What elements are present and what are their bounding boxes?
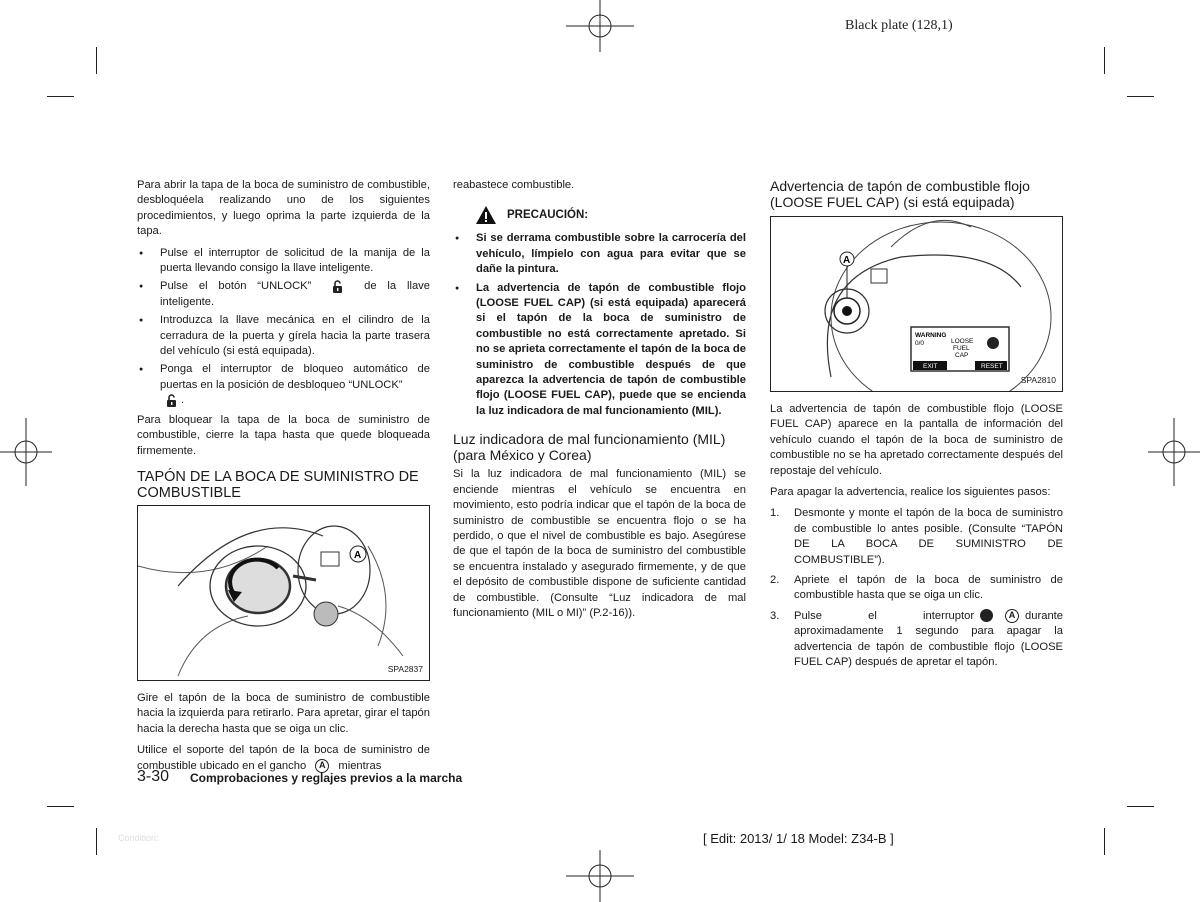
black-plate-label: Black plate (128,1)	[845, 18, 953, 33]
loose-cap-title: Advertencia de tapón de combustible flojo (LOOSE FUEL CAP) (si está equipada)	[770, 178, 1030, 210]
step-number: 1.	[770, 507, 780, 520]
caution-title: PRECAUCIÓN:	[507, 208, 589, 221]
display-fuel: FUEL	[953, 345, 970, 352]
intro-paragraph: Para abrir la tapa de la boca de suministro de combustible, desbloquéela realizando uno de los siguientes procedimientos, y luego oprima la parte izquierda de la tapa.	[137, 179, 430, 238]
unlock-text-b: de la llave inteligente.	[160, 280, 430, 308]
unlock-methods-list	[137, 246, 430, 409]
column-1	[137, 178, 430, 780]
display-odo: 0/0	[915, 340, 925, 347]
crop-mark	[1104, 828, 1105, 855]
step3-text-b: durante aproximadamente 1 segundo para apagar la advertencia de tapón de combustible flojo (LOOSE FUEL CAP) después de apretar el tapón.	[794, 609, 1063, 669]
list-item	[770, 506, 1063, 568]
display-exit: EXIT	[923, 363, 938, 370]
auto-lock-end: .	[181, 394, 185, 407]
unlock-text-a: Pulse el botón “UNLOCK”	[160, 280, 312, 293]
mil-title: Luz indicadora de mal funcionamiento (MIL) (para México y Corea)	[453, 431, 726, 464]
figure-code: SPA2810	[1020, 374, 1056, 385]
holder-text-a: Utilice el soporte del tapón de la boca de suministro de combustible ubicado en el gancho	[137, 744, 430, 772]
list-item: ● Si se derrama combustible sobre la carrocería del vehículo, límpielo con agua para evitar que se dañe la pintura.	[453, 231, 746, 277]
crop-mark	[47, 96, 74, 97]
steps-list	[770, 506, 1063, 670]
registration-mark-left	[0, 418, 52, 486]
column-2	[453, 178, 746, 627]
column-3	[770, 178, 1063, 676]
auto-lock-text: Ponga el interruptor de bloqueo automático de puertas en la posición de desbloqueo “UNLOCK”	[160, 363, 430, 391]
crop-mark	[1104, 47, 1105, 74]
list-item	[770, 573, 1063, 604]
condition-label: Condition:	[118, 833, 159, 843]
unlock-icon	[166, 394, 177, 407]
list-item	[137, 279, 430, 310]
label-a-circle: A	[315, 759, 329, 773]
steps-intro: Para apagar la advertencia, realice los siguientes pasos:	[770, 486, 1051, 499]
list-item	[770, 609, 1063, 671]
crop-mark	[96, 828, 97, 855]
crop-mark	[1127, 96, 1154, 97]
step-number: 2.	[770, 574, 780, 587]
fuel-cap-illustration	[138, 506, 429, 680]
holder-text-b: mientras	[338, 759, 382, 772]
list-item: ● Pulse el interruptor de solicitud de la manija de la puerta llevando consigo la llave inteligente.	[137, 246, 430, 277]
step-text: Apriete el tapón de la boca de suministro de combustible hasta que se oiga un clic.	[794, 574, 1063, 602]
list-item: ● La advertencia de tapón de combustible flojo (LOOSE FUEL CAP) (si está equipada) aparecerá si el tapón de la boca de suministro de combustible no está correctamente apretado. Si no se aprieta correctamente el tapón de la boca de suministro de combustible después de que aparezca la advertencia de tapón de combustible flojo (LOOSE FUEL CAP), puede que se encienda la luz indicadora de mal funcionamiento (MIL).	[453, 281, 746, 420]
lock-paragraph: Para bloquear la tapa de la boca de suministro de combustible, cierre la tapa hasta que quede bloqueada firmemente.	[137, 413, 430, 457]
loose-cap-paragraph: La advertencia de tapón de combustible flojo (LOOSE FUEL CAP) aparece en la pantalla de información del vehículo cuando el tapón de la boca de suministro de combustible no se ha apretado correctamente después del repostaje del vehículo.	[770, 403, 1063, 477]
crop-mark	[47, 806, 74, 807]
meter-display-illustration	[771, 217, 1062, 391]
page-number: 3-30	[137, 768, 170, 785]
section-title: TAPÓN DE LA BOCA DE SUMINISTRO DE COMBUSTIBLE	[137, 468, 419, 501]
figure-code: SPA2837	[387, 663, 423, 674]
turn-paragraph: Gire el tapón de la boca de suministro de combustible hacia la izquierda para retirarlo. Para apretar, girar el tapón hacia la derecha hasta que se oiga un clic.	[137, 691, 430, 735]
button-dot-icon	[980, 609, 993, 622]
list-item	[137, 362, 430, 408]
warning-icon	[475, 205, 497, 225]
edit-model-info: [ Edit: 2013/ 1/ 18 Model: Z34-B ]	[703, 831, 894, 846]
registration-mark-bottom	[566, 850, 634, 902]
registration-mark-right	[1148, 418, 1200, 486]
figure-label-a: A	[843, 255, 851, 266]
step-number: 3.	[770, 609, 780, 622]
fuel-cap-figure	[137, 505, 430, 681]
step-text: Desmonte y monte el tapón de la boca de suministro de combustible lo antes posible. (Consulte “TAPÓN DE LA BOCA DE SUMINISTRO DE COMBUSTIBLE”).	[794, 507, 1063, 566]
label-a-circle: A	[1005, 609, 1019, 623]
caution-header	[475, 205, 746, 225]
display-cap: CAP	[955, 352, 969, 359]
crop-mark	[1127, 806, 1154, 807]
display-loose: LOOSE	[951, 338, 974, 345]
chapter-title: Comprobaciones y reglajes previos a la marcha	[190, 771, 463, 785]
continued-text: reabastece combustible.	[453, 179, 575, 191]
crop-mark	[96, 47, 97, 74]
mil-paragraph: Si la luz indicadora de mal funcionamiento (MIL) se enciende mientras el vehículo se encuentra en movimiento, esto podría indicar que el tapón de la boca de suministro de combustible se encuentra flojo o se ha perdido, o que el nivel de combustible es bajo. Asegúrese de que el tapón de la boca de suministro del combustible se encuentra instalado y asegurado firmemente, y de que el depósito de combustible dispone de suficiente cantidad de combustible. (Consulte “Luz indicadora de mal funcionamiento (MIL o MI)” (P.2-16)).	[453, 468, 746, 619]
holder-paragraph	[137, 743, 430, 774]
display-warning: WARNING	[915, 332, 947, 339]
list-item: ● Introduzca la llave mecánica en el cilindro de la cerradura de la puerta y gírela hacia la parte trasera del vehículo (si está equipada).	[137, 313, 430, 359]
loose-cap-figure	[770, 216, 1063, 392]
unlock-icon	[332, 280, 343, 293]
display-reset: RESET	[981, 363, 1003, 370]
registration-mark-top	[566, 0, 634, 52]
step3-text-a: Pulse el interruptor	[794, 609, 975, 622]
figure-label-a: A	[354, 549, 362, 561]
caution-list	[453, 231, 746, 419]
